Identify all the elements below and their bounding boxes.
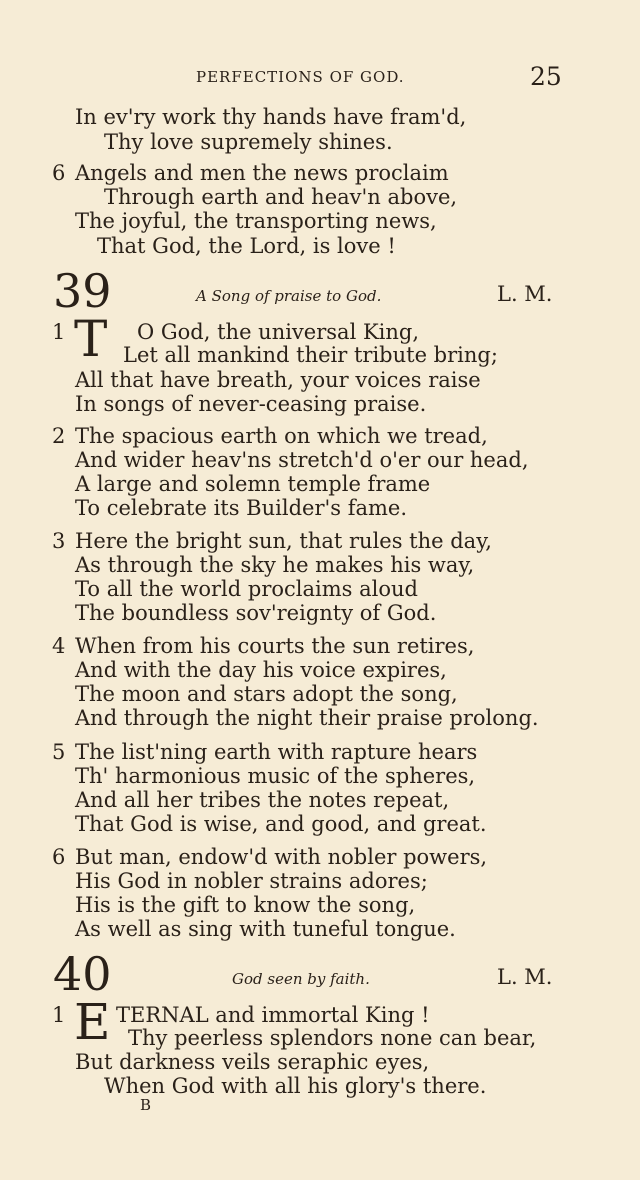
verse-line: The joyful, the transporting news, [75, 209, 437, 233]
signature-mark: B [140, 1096, 152, 1114]
verse-line: Thy peerless splendors none can bear, [128, 1026, 537, 1050]
verse-line: Here the bright sun, that rules the day, [75, 529, 492, 553]
verse-line: When from his courts the sun retires, [75, 634, 475, 658]
hymn-title: God seen by faith. [232, 970, 370, 988]
verse-line: And with the day his voice expires, [75, 658, 447, 682]
verse-line: That God, the Lord, is love ! [97, 234, 396, 258]
verse-line: Through earth and heav'n above, [104, 185, 458, 209]
verse-line: In ev'ry work thy hands have fram'd, [75, 105, 467, 129]
verse-number: 2 [52, 424, 66, 448]
verse-line: All that have breath, your voices raise [75, 368, 481, 392]
verse-line: TERNAL and immortal King ! [116, 1003, 430, 1027]
verse-line: And all her tribes the notes repeat, [75, 788, 450, 812]
verse-line: His is the gift to know the song, [75, 893, 416, 917]
verse-number: 1 [52, 1003, 66, 1027]
hymn-meter: L. M. [497, 965, 553, 989]
verse-number: 6 [52, 845, 66, 869]
verse-number: 6 [52, 161, 66, 185]
hymn-number: 39 [53, 264, 112, 318]
verse-line: Let all mankind their tribute bring; [123, 343, 498, 367]
verse-line: The boundless sov'reignty of God. [75, 601, 437, 625]
verse-line: A large and solemn temple frame [75, 472, 431, 496]
verse-line: The spacious earth on which we tread, [75, 424, 488, 448]
verse-line: When God with all his glory's there. [104, 1074, 487, 1098]
verse-line: To all the world proclaims aloud [75, 577, 418, 601]
verse-line: Th' harmonious music of the spheres, [75, 764, 476, 788]
verse-line: His God in nobler strains adores; [75, 869, 428, 893]
running-head: PERFECTIONS OF GOD. [196, 68, 405, 86]
page-header [0, 62, 640, 92]
verse-number: 3 [52, 529, 66, 553]
hymn-title: A Song of praise to God. [196, 287, 382, 305]
hymn-meter: L. M. [497, 282, 553, 306]
drop-cap: E [74, 993, 111, 1051]
hymn-number: 40 [53, 947, 112, 1001]
verse-line: And through the night their praise prolong. [75, 706, 539, 730]
verse-line: And wider heav'ns stretch'd o'er our head, [75, 448, 529, 472]
page-number: 25 [530, 62, 562, 91]
verse-number: 1 [52, 320, 66, 344]
verse-line: But man, endow'd with nobler powers, [75, 845, 488, 869]
verse-line: O God, the universal King, [137, 320, 420, 344]
verse-line: But darkness veils seraphic eyes, [75, 1050, 430, 1074]
verse-line: Angels and men the news proclaim [75, 161, 449, 185]
verse-line: As through the sky he makes his way, [75, 553, 475, 577]
verse-line: Thy love supremely shines. [104, 130, 393, 154]
verse-line: That God is wise, and good, and great. [75, 812, 487, 836]
verse-line: In songs of never-ceasing praise. [75, 392, 427, 416]
verse-line: The moon and stars adopt the song, [75, 682, 458, 706]
verse-number: 5 [52, 740, 66, 764]
verse-line: The list'ning earth with rapture hears [75, 740, 478, 764]
verse-line: As well as sing with tuneful tongue. [75, 917, 456, 941]
verse-number: 4 [52, 634, 66, 658]
drop-cap: T [74, 310, 108, 368]
verse-line: To celebrate its Builder's fame. [75, 496, 408, 520]
